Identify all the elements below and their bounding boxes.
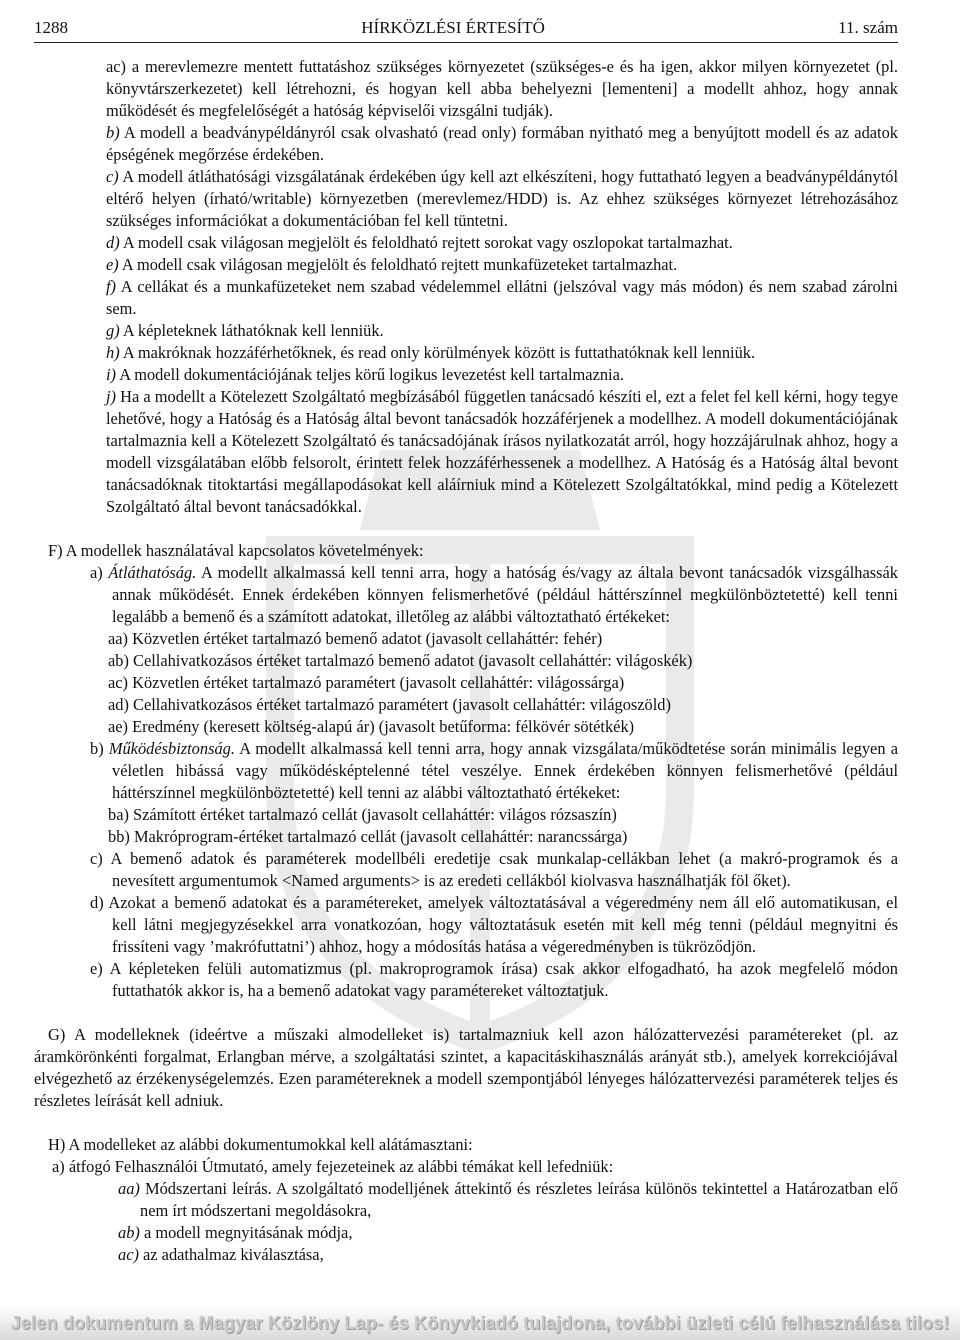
section-f-ad: ad) Cellahivatkozásos értéket tartalmazó paramétert (javasolt cellaháttér: világoszöld) (108, 695, 671, 714)
section-f-ae: ae) Eredmény (keresett költség-alapú ár) (javasolt betűforma: félkövér sötétkék) (108, 717, 635, 736)
section-g: G) A modelleknek (ideértve a műszaki almodelleket is) tartalmazniuk kell azon hálózattervezési paramétereket (pl. az áramkörönkénti forgalmat, Erlangban mérve, a szolgáltatási szintet, a kapacitáskihasználás arányát stb.), amelyek korrekciójával elvégezhető az érzékenységelemzés. Ezen paramétereknek a modell szempontjából lényeges hálózattervezési paraméterek teljes és részletes leírását kell adniuk. (34, 1025, 898, 1110)
issue-number: 11. szám (838, 18, 898, 37)
page-number: 1288 (34, 18, 68, 37)
section-f-aa: aa) Közvetlen értéket tartalmazó bemenő adatot (javasolt cellaháttér: fehér) (108, 629, 603, 648)
section-f-ba: ba) Számított értéket tartalmazó cellát (javasolt cellaháttér: világos rózsaszín) (108, 805, 617, 824)
section-f-bb: bb) Makróprogram-értéket tartalmazó cellát (javasolt cellaháttér: narancssárga) (108, 827, 628, 846)
section-h-a: a) átfogó Felhasználói Útmutató, amely fejezeteinek az alábbi témákat kell lefedniük: (52, 1157, 614, 1176)
item-label: b) (106, 123, 120, 142)
item-label: i) (106, 365, 117, 384)
section-f-b: b) Működésbiztonság. A modellt alkalmassá kell tenni arra, hogy annak vizsgálata/működtetése során minimális legyen a véletlen hibássá vagy működésképtelenné tétel veszélye. Ennek érdekében könnyen felismerhetővé (például háttérszínnel megkülönböztetetté) kell tenni az alábbi változtatható értékeket: (90, 739, 898, 802)
item-label: g) (106, 321, 120, 340)
item-label: h) (106, 343, 120, 362)
term-mukodesbiztonsag: Működésbiztonság. (108, 739, 235, 758)
item-g (0, 320, 960, 342)
item-label: ac) (118, 1245, 139, 1264)
section-f-ac: ac) Közvetlen értéket tartalmazó paramétert (javasolt cellaháttér: világossárga) (108, 673, 625, 692)
section-f-c: c) A bemenő adatok és paraméterek modellbéli eredetije csak munkalap-cellákban lehet (a makró-programok és a nevesített argumentumok <Named arguments> is az eredeti cellákból kiolvasva használhatják föl őket). (90, 849, 898, 890)
section-f-e: e) A képleteken felüli automatizmus (pl. makroprogramok írása) csak akkor elfogadható, ha azok megfelelő módon futtathatók akkor is, ha a bemenő adatokat vagy paramétereket változtatjuk. (90, 959, 898, 1000)
item-text: A modell átláthatósági vizsgálatának érdekében úgy kell azt elkészíteni, hogy futtatható legyen a beadványpéldánytól eltérő helyen (írható/writable) környezetben (merevlemez/HDD) is. Az ehhez szükséges környezet létrehozásához szükséges információkat a dokumentációban fel kell tüntetni. (106, 167, 898, 230)
item-label: f) (106, 277, 117, 296)
running-header (34, 17, 898, 39)
section-h-heading: H) A modelleket az alábbi dokumentumokkal kell alátámasztani: (48, 1135, 473, 1154)
section-f-d: d) Azokat a bemenő adatokat és a paramétereket, amelyek változtatásával a végeredmény nem áll elő automatikusan, el kell látni megjegyzésekkel arra vonatkozóan, hogy változtatásuk esetén mit kell még tenni (például megnyitni és frissíteni vagy ’makrófuttatni’) ahhoz, hogy a módosítás hatása a végeredményben is tükröződjön. (90, 893, 898, 956)
item-d (0, 232, 960, 254)
document-body (0, 56, 960, 1266)
item-label: d) (106, 233, 120, 252)
item-text: A cellákat és a munkafüzeteket nem szabad védelemmel ellátni (jelszóval vagy más módon) és nem szabad zárolni sem. (106, 277, 898, 318)
item-text: A modell a beadványpéldányról csak olvasható (read only) formában nyitható meg a benyújtott modell és az adatok épségének megőrzése érdekében. (106, 123, 898, 164)
item-text: A modell csak világosan megjelölt és feloldható rejtett munkafüzeteket tartalmazhat. (118, 255, 678, 274)
item-b (0, 122, 960, 166)
term-atlathatosag: Átláthatóság. (108, 563, 197, 582)
item-label: c) (106, 167, 119, 186)
item-text: Ha a modellt a Kötelezett Szolgáltató megbízásából független tanácsadó készíti el, ezt a felet fel kell kérni, hogy tegye lehetővé, hogy a Hatóság és a Hatóság által bevont tanácsadók hozzáférjenek a modellhez. A modell dokumentációjának tartalmaznia kell a Kötelezett Szolgáltató és tanácsadójának írásos nyilatkozatát arról, hogy hozzájárulnak ahhoz, hogy a modell vizsgálatában előbb felsorolt, érintett felek hozzáférhessenek a modellhez. A Hatóság és a Hatóság által bevont tanácsadóknak titoktartási megállapodásokat kell aláírniuk mind a Kötelezett Szolgáltatókkal, mind pedig a Kötelezett Szolgáltató által bevont tanácsadókkal. (106, 387, 898, 516)
item-text: A makróknak hozzáférhetőknek, és read only körülmények között is futtathatóknak kell lenniük. (119, 343, 756, 362)
item-label: aa) (118, 1179, 140, 1198)
section-h-aa: aa) Módszertani leírás. A szolgáltató modelljének áttekintő és részletes leírása különös tekintettel a Határozatban elő nem írt módszertani megoldásokra, (118, 1179, 898, 1220)
section-h-ac: ac) az adathalmaz kiválasztása, (118, 1245, 324, 1264)
copyright-footer-banner: Jelen dokumentum a Magyar Közlöny Lap- és Könyvkiadó tulajdona, további üzleti célú felhasználása tilos! (0, 1306, 960, 1340)
section-f-ab: ab) Cellahivatkozásos értéket tartalmazó bemenő adatot (javasolt cellaháttér: világoskék) (108, 651, 693, 670)
item-c (0, 166, 960, 232)
section-h-ab: ab) a modell megnyitásának módja, (118, 1223, 353, 1242)
item-f (0, 276, 960, 320)
journal-title: HÍRKÖZLÉSI ÉRTESÍTŐ (361, 18, 545, 37)
item-label: e) (106, 255, 119, 274)
section-f-heading: F) A modellek használatával kapcsolatos követelmények: (48, 541, 424, 560)
item-label: j) (106, 387, 117, 406)
item-label: ab) (118, 1223, 140, 1242)
item-e (0, 254, 960, 276)
item-j (0, 386, 960, 518)
section-f-a: a) Átláthatóság. A modellt alkalmassá kell tenni arra, hogy a hatóság és/vagy az általa bevont tanácsadók vizsgálhassák annak működését. Ennek érdekében könnyen felismerhetővé (például háttérszínnel megkülönböztetetté) kell tenni legalább a bemenő és a számított adatokat, illetőleg az alábbi változtatható értékeket: (90, 563, 898, 626)
item-ac: ac) a merevlemezre mentett futtatáshoz szükséges környezetet (szükséges-e és ha igen, akkor milyen környezetet (pl. könyvtárszerkezetet) kell létrehozni, és hogyan kell abba behelyezni [lementeni] a modellt ahhoz, hogy annak működését és megfelelőségét a hatóság képviselői vizsgálni tudják). (106, 57, 898, 120)
item-h (0, 342, 960, 364)
item-text: A modell dokumentációjának teljes körű logikus levezetést kell tartalmaznia. (116, 365, 624, 384)
header-rule (34, 42, 898, 43)
item-text: A modell csak világosan megjelölt és feloldható rejtett sorokat vagy oszlopokat tartalmazhat. (119, 233, 733, 252)
item-i (0, 364, 960, 386)
item-text: A képleteknek láthatóknak kell lenniük. (119, 321, 384, 340)
